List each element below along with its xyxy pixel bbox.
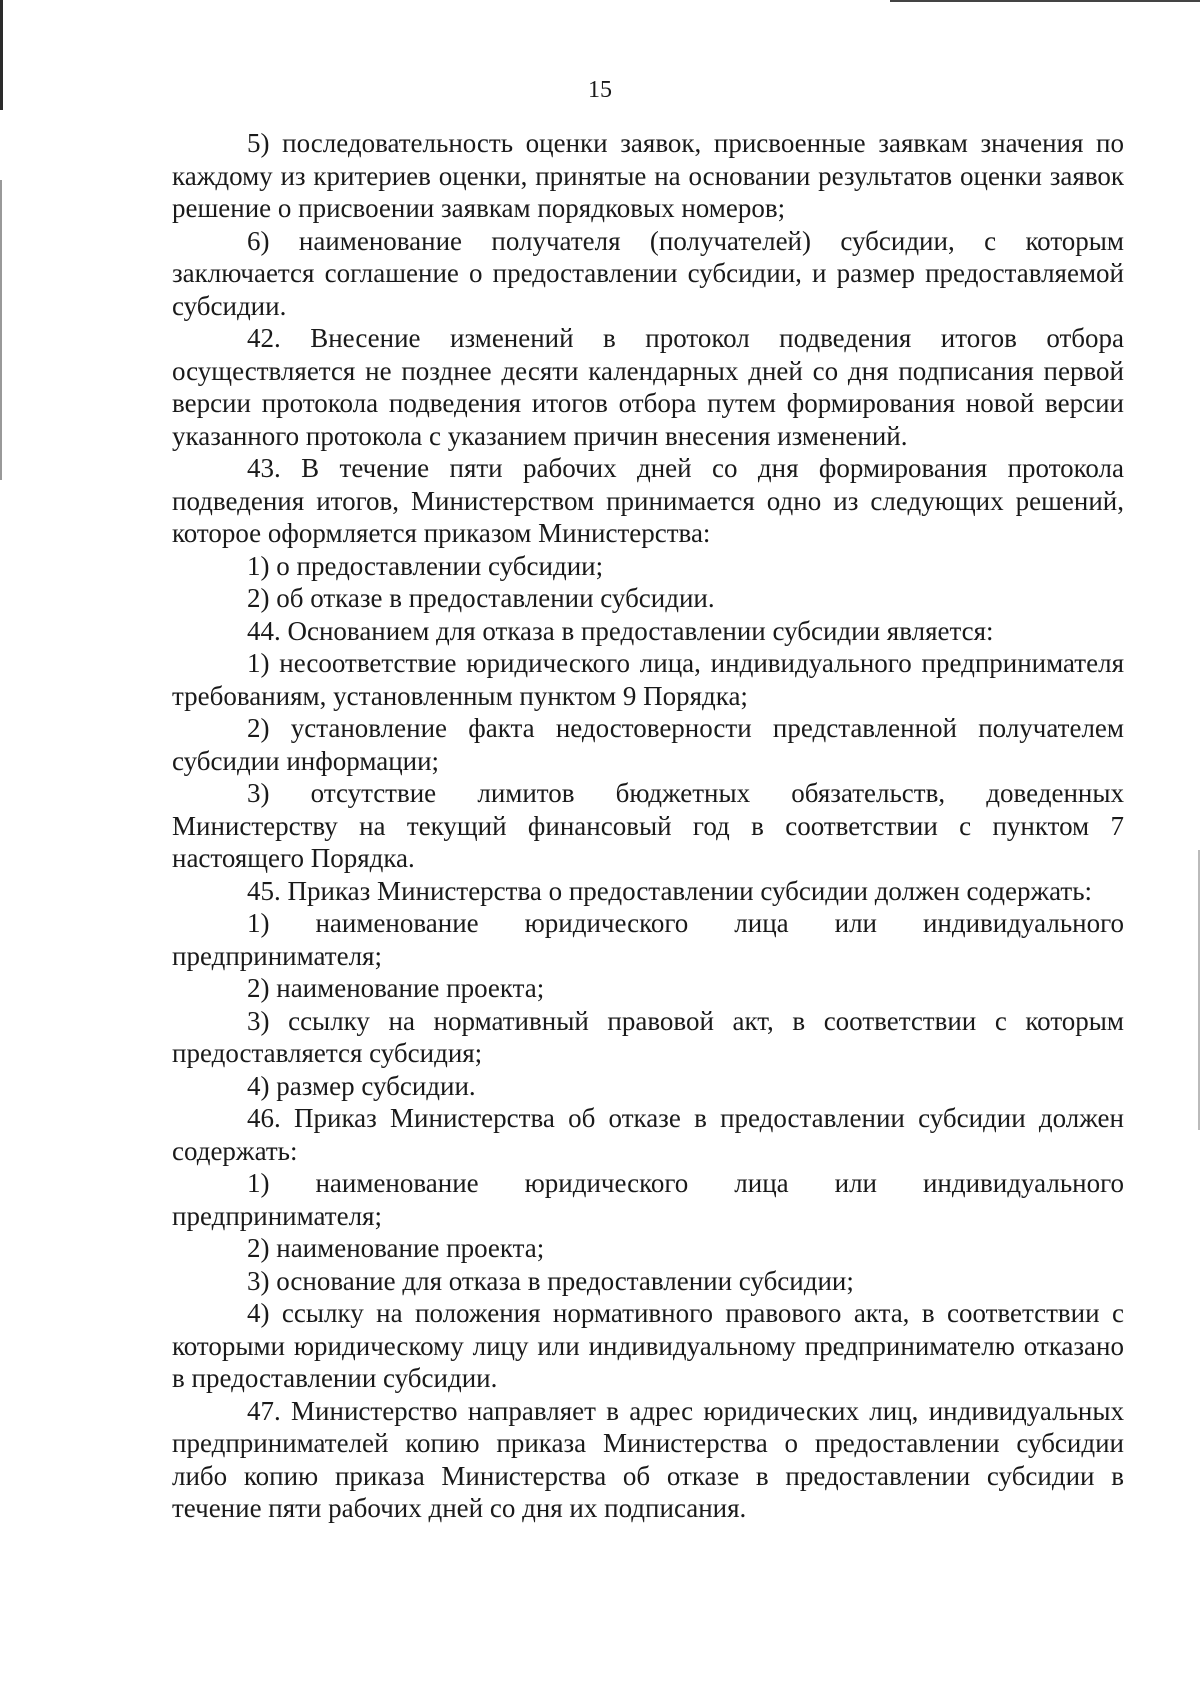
paragraph: 3) основание для отказа в предоставлении субсидии; [247, 1265, 854, 1296]
paragraph: 3) ссылку на нормативный правовой акт, в соответствии с которым предоставляется субсидия; [172, 1005, 1124, 1068]
paragraph: 1) о предоставлении субсидии; [247, 550, 604, 581]
paragraph: 1) наименование юридического лица или индивидуального предпринимателя; [172, 908, 1124, 971]
scan-edge-top [890, 0, 1200, 2]
document-body [172, 127, 1124, 1525]
page-number: 15 [588, 77, 612, 103]
paragraph: 6) наименование получателя (получателей) субсидии, с которым заключается соглашение о предоставлении субсидии, и размер предоставляемой субсидии. [172, 225, 1124, 321]
paragraph: 2) установление факта недостоверности представленной получателем субсидии информации; [172, 713, 1124, 776]
paragraph: 43. В течение пяти рабочих дней со дня формирования протокола подведения итогов, Министерством принимается одно из следующих решений, которое оформляется приказом Министерства: [172, 453, 1124, 548]
paragraph: 4) ссылку на положения нормативного правового акта, в соответствии с которыми юридическому лицу или индивидуальному предпринимателю отказано в предоставлении субсидии. [172, 1298, 1124, 1393]
paragraph: 1) наименование юридического лица или индивидуального предпринимателя; [172, 1168, 1124, 1231]
paragraph: 1) несоответствие юридического лица, индивидуального предпринимателя требованиям, установленным пунктом 9 Порядка; [172, 648, 1124, 711]
paragraph: 47. Министерство направляет в адрес юридических лиц, индивидуальных предпринимателей копию приказа Министерства о предоставлении субсидии либо копию приказа Министерства об отказе в предоставлении субсидии в течение пяти рабочих дней со дня их подписания. [172, 1395, 1124, 1523]
paragraph: 2) наименование проекта; [247, 973, 545, 1003]
paragraph: 4) размер субсидии. [247, 1070, 476, 1101]
paragraph: 5) последовательность оценки заявок, присвоенные заявкам значения по каждому из критериев оценки, принятые на основании результатов оценки заявок решение о присвоении заявкам порядковых номеров; [172, 128, 1124, 223]
paragraph: 3) отсутствие лимитов бюджетных обязательств, доведенных Министерству на текущий финансовый год в соответствии с пунктом 7 настоящего Порядка. [172, 778, 1124, 873]
scan-edge-left-faint [0, 180, 2, 480]
paragraph: 2) наименование проекта; [247, 1233, 545, 1263]
paragraph: 44. Основанием для отказа в предоставлении субсидии является: [247, 615, 994, 646]
paragraph: 2) об отказе в предоставлении субсидии. [247, 583, 715, 613]
paragraph: 46. Приказ Министерства об отказе в предоставлении субсидии должен содержать: [172, 1103, 1124, 1166]
paragraph: 42. Внесение изменений в протокол подведения итогов отбора осуществляется не позднее десяти календарных дней со дня подписания первой версии протокола подведения итогов отбора путем формирования новой версии указанного протокола с указанием причин внесения изменений. [172, 323, 1124, 451]
paragraph: 45. Приказ Министерства о предоставлении субсидии должен содержать: [247, 875, 1093, 906]
